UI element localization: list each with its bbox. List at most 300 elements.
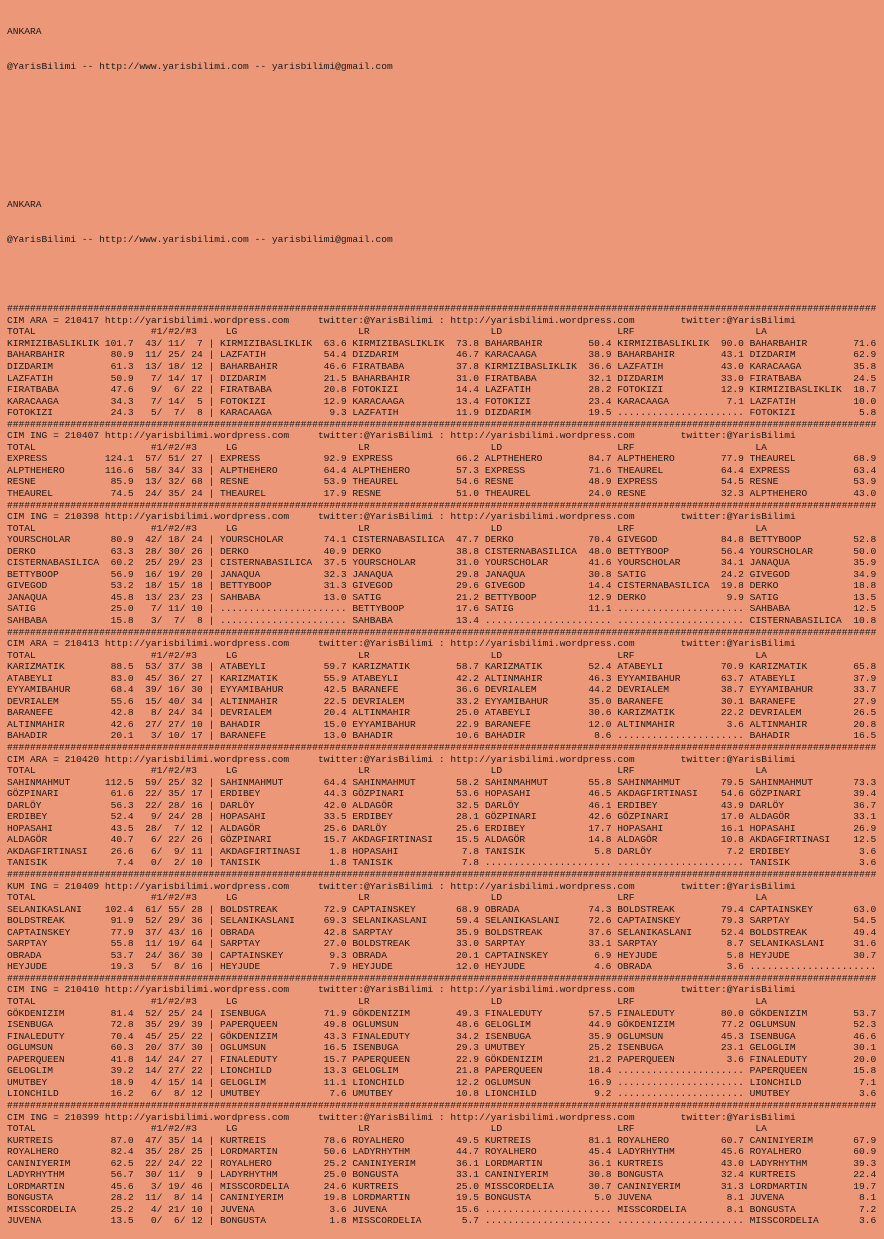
table-row: SARPTAY 55.8 11/ 19/ 64 | SARPTAY 27.0 BOLDSTREAK 33.0 SARPTAY 33.1 SARPTAY 8.7 SELANIKASLANI 31.6 — [7, 938, 877, 950]
place-2-count: 51 — [168, 453, 180, 465]
la-name: SAHBABA — [749, 603, 790, 615]
place-2-count: 19 — [168, 568, 180, 580]
place-2-count: 6 — [173, 384, 180, 396]
lrf-name: EYYAMIBAHUR — [617, 672, 681, 684]
lg-name: BARANEFE — [220, 730, 267, 742]
lg-name: YOURSCHOLAR — [220, 534, 284, 546]
lr-score: 31.0 — [456, 372, 480, 384]
ld-name: CANINIYERIM — [484, 1169, 549, 1181]
lr-name: CAPTAINSKEY — [352, 903, 416, 915]
lrf-score: 24.2 — [720, 568, 744, 580]
la-name: ATABEYLI — [749, 672, 796, 684]
lg-name: DEVRIALEM — [220, 707, 272, 719]
ld-score: 57.5 — [588, 1007, 612, 1019]
total-score: 60.3 — [110, 1042, 134, 1054]
horse-name: YOURSCHOLAR — [7, 534, 71, 546]
place-2-count: 7 — [173, 822, 180, 834]
lr-score: 10.6 — [456, 730, 480, 742]
la-score: 62.9 — [853, 349, 877, 361]
lg-score: 59.7 — [323, 661, 347, 673]
place-2-count: 25 — [168, 1007, 180, 1019]
place-3-count: 9 — [196, 1169, 203, 1181]
lg-score: 55.9 — [323, 672, 347, 684]
la-name: RESNE — [749, 476, 779, 488]
lr-score: 46.7 — [456, 349, 480, 361]
lr-name: DIZDARIM — [352, 349, 399, 361]
place-1-count: 53 — [145, 661, 157, 673]
lrf-name: ALPTHEHERO — [617, 453, 675, 465]
place-3-count: 22 — [191, 1065, 203, 1077]
la-score: 15.8 — [853, 1065, 877, 1077]
place-1-count: 47 — [145, 1134, 157, 1146]
place-2-count: 23 — [168, 591, 180, 603]
lrf-name: BONGUSTA — [617, 1169, 664, 1181]
lrf-name: FOTOKIZI — [617, 384, 664, 396]
lrf-name: BAHARBAHIR — [617, 349, 675, 361]
lr-name: CANINIYERIM — [352, 1157, 416, 1169]
place-1-count: 28 — [145, 822, 157, 834]
place-3-count: 14 — [191, 1134, 203, 1146]
lrf-score: 33.0 — [720, 372, 744, 384]
lg-score: 74.1 — [323, 534, 347, 546]
lrf-score: 22.2 — [720, 707, 744, 719]
lrf-score: 70.9 — [720, 661, 744, 673]
place-1-count: 22 — [145, 788, 157, 800]
lrf-score: 77.2 — [720, 1019, 744, 1031]
lrf-score: 8.1 — [726, 1192, 744, 1204]
ld-score: 74.3 — [588, 903, 612, 915]
lg-score: 1.8 — [329, 845, 347, 857]
ld-name: JANAQUA — [484, 568, 526, 580]
table-row: FIRATBABA 47.6 9/ 6/ 22 | FIRATBABA 20.8 FOTOKIZI 14.4 LAZFATIH 28.2 FOTOKIZI 12.9 KIRMIZIBASLIKLIK 18.7 — [7, 384, 877, 396]
lg-name: DERKO — [220, 545, 249, 557]
la-score: 52.3 — [853, 1019, 877, 1031]
la-score: 63.0 — [853, 903, 877, 915]
place-2-count: 37 — [168, 1042, 180, 1054]
place-1-count: 5 — [150, 961, 157, 973]
horse-name: ROYALHERO — [7, 1146, 59, 1158]
ld-name: FIRATBABA — [484, 372, 537, 384]
lg-score: 53.9 — [323, 476, 347, 488]
race-id: 210398 — [64, 511, 100, 523]
lr-score: 32.5 — [456, 799, 480, 811]
lr-score: 15.6 — [456, 1203, 480, 1215]
lrf-score: 60.7 — [720, 1134, 744, 1146]
lg-name: RESNE — [220, 476, 249, 488]
la-name: BOLDSTREAK — [749, 926, 808, 938]
ld-score: 45.4 — [588, 1146, 612, 1158]
table-row: ALPTHEHERO 116.6 58/ 34/ 33 | ALPTHEHERO 64.4 ALPTHEHERO 57.3 EXPRESS 71.6 THEAUREL 64.4 EXPRESS 63.4 — [7, 464, 877, 476]
column-header — [7, 650, 876, 662]
place-3-count: 10 — [191, 1203, 203, 1215]
ld-score: 23.4 — [588, 395, 612, 407]
header-places: #1/#2/#3 — [150, 522, 197, 534]
lrf-score: 31.3 — [720, 1180, 744, 1192]
lrf-empty: ...................... — [617, 1065, 744, 1077]
lr-score: 68.9 — [456, 903, 480, 915]
lrf-score: 8.1 — [726, 1203, 744, 1215]
ld-score: 14.8 — [588, 834, 612, 846]
table-row: GÖKDENIZIM 81.4 52/ 25/ 24 | ISENBUGA 71.9 GÖKDENIZIM 49.3 FINALEDUTY 57.5 FINALEDUTY 80.0 GÖKDENIZIM 53.7 — [7, 1007, 877, 1019]
header-lg: LG — [225, 649, 238, 661]
table-row: ALTINMAHIR 42.6 27/ 27/ 10 | BAHADIR 15.0 EYYAMIBAHUR 22.9 BARANEFE 12.0 ALTINMAHIR 3.6 ALTINMAHIR 20.8 — [7, 718, 877, 730]
table-row: PAPERQUEEN 41.8 14/ 24/ 27 | FINALEDUTY 15.7 PAPERQUEEN 22.9 GÖKDENIZIM 21.2 PAPERQUEEN 3.6 FINALEDUTY 20.0 — [7, 1053, 877, 1065]
place-2-count: 2 — [173, 857, 180, 869]
place-3-count: 12 — [191, 1088, 203, 1100]
lr-score: 12.0 — [456, 961, 480, 973]
lrf-score: 43.1 — [720, 349, 744, 361]
header-total: TOTAL — [7, 441, 36, 453]
lr-name: BAHADIR — [352, 730, 393, 742]
table-row: ATABEYLI 83.0 45/ 36/ 27 | KARIZMATIK 55.9 ATABEYLI 42.2 ALTINMAHIR 46.3 EYYAMIBAHUR 63.7 ATABEYLI 37.9 — [7, 672, 877, 684]
table-row: GÖZPINARI 61.6 22/ 35/ 17 | ERDIBEY 44.3 GÖZPINARI 53.6 HOPASAHI 46.5 AKDAGFIRTINASI 54.6 GÖZPINARI 39.4 — [7, 788, 877, 800]
site-link: http://yarisbilimi.wordpress.com — [450, 314, 635, 326]
total-score: 43.5 — [110, 822, 134, 834]
lg-name: ALPTHEHERO — [220, 464, 278, 476]
lrf-name: HOPASAHI — [617, 822, 664, 834]
site-link: http://yarisbilimi.wordpress.com — [104, 1111, 290, 1123]
lg-score: 31.3 — [323, 580, 347, 592]
header-lrf: LRF — [617, 522, 635, 534]
header-lr: LR — [358, 1123, 370, 1135]
la-score: 3.6 — [858, 845, 877, 857]
lg-score: 1.8 — [329, 857, 347, 869]
ld-score: 38.9 — [588, 349, 612, 361]
lr-score: 13.4 — [456, 395, 480, 407]
lg-score: 92.9 — [323, 453, 347, 465]
total-score: 19.3 — [110, 961, 134, 973]
ld-score: 84.7 — [588, 453, 612, 465]
table-row: JANAQUA 45.8 13/ 23/ 23 | SAHBABA 13.0 SATIG 21.2 BETTYBOOP 12.9 DERKO 9.9 SATIG 13.5 — [7, 591, 877, 603]
place-2-count: 24 — [168, 707, 180, 719]
twitter-handle: twitter:@YarisBilimi — [317, 1111, 434, 1123]
total-score: 85.9 — [110, 476, 134, 488]
place-3-count: 8 — [196, 614, 203, 626]
table-row: SAHBABA 15.8 3/ 7/ 8 | ...................... SAHBABA 13.4 ...................... ...................... CISTERNABASILICA 10.8 — [7, 614, 877, 626]
lr-score: 48.6 — [456, 1019, 480, 1031]
total-score: 124.1 — [104, 453, 134, 465]
city-title: ANKARA — [7, 26, 42, 38]
lg-score: 27.0 — [323, 938, 347, 950]
place-3-count: 30 — [191, 684, 203, 696]
header-ld: LD — [490, 765, 503, 777]
lg-score: 32.3 — [323, 568, 347, 580]
race-type: CIM ING — [7, 1111, 48, 1123]
place-2-count: 36 — [168, 672, 180, 684]
lg-score: 15.7 — [323, 1053, 347, 1065]
la-name: FIRATBABA — [749, 372, 802, 384]
total-score: 34.3 — [110, 395, 134, 407]
lg-score: 11.1 — [323, 1076, 347, 1088]
total-score: 56.9 — [110, 568, 134, 580]
section-separator — [7, 869, 876, 881]
lr-score: 7.8 — [461, 857, 480, 869]
place-2-count: 6 — [173, 1215, 180, 1227]
total-score: 70.4 — [110, 1030, 134, 1042]
header-lr: LR — [358, 522, 370, 534]
place-2-count: 25 — [168, 349, 180, 361]
ld-name: MISSCORDELIA — [484, 1180, 554, 1192]
place-1-count: 24 — [145, 487, 157, 499]
la-name: MISSCORDELIA — [749, 1215, 819, 1227]
lrf-score: 80.0 — [720, 1007, 744, 1019]
ld-name: BETTYBOOP — [484, 591, 537, 603]
ld-score: 28.2 — [588, 384, 612, 396]
lr-score: 22.9 — [456, 718, 480, 730]
lg-score: 7.9 — [329, 961, 347, 973]
la-score: 46.6 — [853, 1030, 877, 1042]
la-score: 31.6 — [853, 938, 877, 950]
place-2-count: 11 — [168, 337, 180, 349]
twitter-handle: twitter:@YarisBilimi — [317, 880, 434, 892]
horse-name: ISENBUGA — [7, 1019, 54, 1031]
horse-name: ATABEYLI — [7, 672, 54, 684]
header-lr: LR — [358, 892, 370, 904]
total-score: 28.2 — [110, 1192, 134, 1204]
lg-score: 42.0 — [323, 799, 347, 811]
total-score: 81.4 — [110, 1007, 134, 1019]
la-score: 7.1 — [859, 1076, 877, 1088]
table-row: HEYJUDE 19.3 5/ 8/ 16 | HEYJUDE 7.9 HEYJUDE 12.0 HEYJUDE 4.6 OBRADA 3.6 ...................... — [7, 961, 877, 973]
twitter-handle: twitter:@YarisBilimi — [680, 511, 796, 523]
total-score: 77.9 — [110, 926, 134, 938]
lr-name: EXPRESS — [352, 453, 393, 465]
header-places: #1/#2/#3 — [150, 441, 197, 453]
race-id: 210409 — [64, 880, 100, 892]
place-1-count: 0 — [150, 857, 157, 869]
place-1-count: 22 — [145, 1157, 157, 1169]
ld-name: HOPASAHI — [484, 788, 531, 800]
lg-score: 20.4 — [323, 707, 347, 719]
lr-name: FIRATBABA — [352, 360, 405, 372]
separator-line: ####################################################################################################################################################### — [7, 303, 877, 315]
place-2-count: 8 — [173, 1088, 180, 1100]
la-name: LORDMARTIN — [749, 1180, 808, 1192]
lg-score: 64.4 — [323, 776, 347, 788]
lr-name: LORDMARTIN — [352, 1192, 410, 1204]
la-score: 35.8 — [853, 360, 877, 372]
ld-score: 50.4 — [588, 337, 612, 349]
race-id: 210413 — [64, 638, 100, 650]
la-score: 26.5 — [853, 707, 877, 719]
place-1-count: 27 — [145, 718, 157, 730]
lrf-name: DERKO — [617, 591, 647, 603]
place-3-count: 17 — [191, 730, 203, 742]
la-score: 20.0 — [853, 1053, 877, 1065]
horse-name: ALDAGÖR — [7, 834, 48, 846]
lg-name: BONGUSTA — [220, 1215, 267, 1227]
la-score: 12.5 — [853, 834, 877, 846]
table-row: EXPRESS 124.1 57/ 51/ 27 | EXPRESS 92.9 EXPRESS 66.2 ALPTHEHERO 84.7 ALPTHEHERO 77.9 THEAUREL 68.9 — [7, 453, 877, 465]
lrf-name: LADYRHYTHM — [617, 1146, 675, 1158]
horse-name: DEVRIALEM — [7, 695, 59, 707]
horse-name: SAHBABA — [7, 614, 48, 626]
place-1-count: 13 — [145, 360, 157, 372]
place-1-count: 8 — [150, 707, 157, 719]
horse-name: ERDIBEY — [7, 811, 48, 823]
blank-line — [7, 130, 876, 142]
ld-name: UMUTBEY — [484, 1042, 526, 1054]
la-name: ALDAGÖR — [749, 811, 790, 823]
total-score: 18.9 — [110, 1076, 134, 1088]
place-2-count: 24 — [168, 1157, 180, 1169]
table-row: LIONCHILD 16.2 6/ 8/ 12 | UMUTBEY 7.6 UMUTBEY 10.8 LIONCHILD 9.2 ...................... UMUTBEY 3.6 — [7, 1088, 877, 1100]
site-link: http://yarisbilimi.wordpress.com — [104, 511, 290, 523]
table-row: SELANIKASLANI 102.4 61/ 55/ 28 | BOLDSTREAK 72.9 CAPTAINSKEY 68.9 OBRADA 74.3 BOLDSTREAK 79.4 CAPTAINSKEY 63.0 — [7, 903, 877, 915]
ld-score: 44.9 — [588, 1019, 612, 1031]
header-ld: LD — [490, 996, 503, 1008]
header-lr: LR — [358, 649, 370, 661]
horse-name: HOPASAHI — [7, 822, 54, 834]
place-1-count: 45 — [145, 1030, 157, 1042]
site-link: http://yarisbilimi.wordpress.com — [104, 430, 290, 442]
column-header — [7, 892, 876, 904]
place-3-count: 17 — [191, 788, 203, 800]
total-score: 39.2 — [110, 1065, 134, 1077]
lr-score: 28.1 — [456, 811, 480, 823]
lrf-score: 23.1 — [720, 1042, 744, 1054]
place-2-count: 16 — [168, 684, 180, 696]
table-row: BETTYBOOP 56.9 16/ 19/ 20 | JANAQUA 32.3 JANAQUA 29.8 JANAQUA 30.8 SATIG 24.2 GIVEGOD 34.9 — [7, 568, 877, 580]
lrf-score: 7.1 — [726, 395, 744, 407]
place-1-count: 14 — [145, 1065, 157, 1077]
lrf-score: 16.1 — [720, 822, 744, 834]
horse-name: OBRADA — [7, 949, 42, 961]
lrf-score: 79.3 — [720, 915, 744, 927]
section-separator — [7, 742, 876, 754]
lrf-score: 32.3 — [720, 487, 744, 499]
lr-score: 58.2 — [456, 776, 480, 788]
place-3-count: 5 — [196, 395, 203, 407]
contact-line: @YarisBilimi -- http://www.yarisbilimi.com -- yarisbilimi@gmail.com — [7, 60, 393, 72]
lrf-score: 10.8 — [720, 834, 744, 846]
la-score: 3.6 — [859, 1088, 877, 1100]
column-header — [7, 765, 876, 777]
total-score: 112.5 — [104, 776, 134, 788]
lrf-empty: ...................... — [617, 407, 744, 419]
race-type: CIM ARA — [7, 314, 48, 326]
la-score: 12.5 — [853, 603, 877, 615]
table-row: RESNE 85.9 13/ 32/ 68 | RESNE 53.9 THEAUREL 54.6 RESNE 48.9 EXPRESS 54.5 RESNE 53.9 — [7, 476, 877, 488]
place-1-count: 22 — [145, 799, 157, 811]
place-1-count: 42 — [145, 534, 157, 546]
la-name: YOURSCHOLAR — [749, 545, 813, 557]
header-la: LA — [755, 1123, 767, 1135]
lg-name: UMUTBEY — [220, 1088, 261, 1100]
place-1-count: 25 — [145, 557, 157, 569]
table-row: DARLÖY 56.3 22/ 28/ 16 | DARLÖY 42.0 ALDAGÖR 32.5 DARLÖY 46.1 ERDIBEY 43.9 DARLÖY 36.7 — [7, 799, 877, 811]
la-score: 13.5 — [853, 591, 877, 603]
ld-empty: ...................... — [484, 1215, 612, 1227]
header-lrf: LRF — [617, 441, 635, 453]
lrf-name: ISENBUGA — [617, 1042, 664, 1054]
lr-name: SAHBABA — [352, 614, 393, 626]
table-row: EYYAMIBAHUR 68.4 39/ 16/ 30 | EYYAMIBAHUR 42.5 BARANEFE 36.6 DEVRIALEM 44.2 DEVRIALEM 38.7 EYYAMIBAHUR 33.7 — [7, 684, 877, 696]
total-score: 61.6 — [110, 788, 134, 800]
ld-name: DIZDARIM — [484, 407, 531, 419]
lr-name: ALTINMAHIR — [352, 707, 410, 719]
table-row: ALDAGÖR 40.7 6/ 22/ 26 | GÖZPINARI 15.7 AKDAGFIRTINASI 15.5 ALDAGÖR 14.8 ALDAGÖR 10.8 AKDAGFIRTINASI 12.5 — [7, 834, 877, 846]
lr-name: ATABEYLI — [352, 672, 399, 684]
total-score: 91.9 — [110, 915, 134, 927]
lg-name: JUVENA — [220, 1203, 255, 1215]
lrf-name: MISSCORDELIA — [617, 1203, 687, 1215]
place-3-count: 22 — [191, 384, 203, 396]
total-score: 20.1 — [110, 730, 134, 742]
separator-line: ####################################################################################################################################################### — [7, 972, 877, 984]
place-3-count: 25 — [191, 1146, 203, 1158]
lr-name: ROYALHERO — [352, 1134, 405, 1146]
la-name: TANISIK — [749, 857, 790, 869]
site-link: http://yarisbilimi.wordpress.com — [450, 511, 635, 523]
ld-name: YOURSCHOLAR — [484, 557, 549, 569]
place-3-count: 10 — [191, 718, 203, 730]
lr-score: 15.5 — [456, 834, 480, 846]
la-name: KARIZMATIK — [749, 661, 808, 673]
lrf-score: 54.5 — [720, 476, 744, 488]
place-3-count: 14 — [191, 1076, 203, 1088]
lr-score: 17.6 — [456, 603, 480, 615]
la-score: 63.4 — [853, 464, 877, 476]
header-lrf: LRF — [617, 326, 635, 338]
horse-name: DARLÖY — [7, 799, 42, 811]
city-title: ANKARA — [7, 199, 42, 211]
place-2-count: 15 — [168, 1076, 180, 1088]
ld-name: DERKO — [484, 534, 514, 546]
lr-score: 10.8 — [456, 1088, 480, 1100]
header-ld: LD — [490, 1123, 503, 1135]
lg-name: KARIZMATIK — [220, 672, 278, 684]
lr-score: 25.0 — [456, 1180, 480, 1192]
twitter-handle: twitter:@YarisBilimi — [680, 430, 796, 442]
place-1-count: 9 — [150, 384, 157, 396]
ld-score: 36.1 — [588, 1157, 612, 1169]
horse-name: PAPERQUEEN — [7, 1053, 65, 1065]
header-lrf: LRF — [617, 765, 635, 777]
ld-name: KARACAAGA — [484, 349, 537, 361]
place-1-count: 57 — [145, 453, 157, 465]
place-2-count: 40 — [168, 695, 180, 707]
la-score: 39.4 — [853, 788, 877, 800]
la-name: BONGUSTA — [749, 1203, 796, 1215]
lr-score: 49.5 — [456, 1134, 480, 1146]
horse-name: ALPTHEHERO — [7, 464, 65, 476]
place-1-count: 35 — [145, 1146, 157, 1158]
lg-name: THEAUREL — [220, 487, 267, 499]
table-row: KARACAAGA 34.3 7/ 14/ 5 | FOTOKIZI 12.9 KARACAAGA 13.4 FOTOKIZI 23.4 KARACAAGA 7.1 LAZFATIH 10.0 — [7, 395, 877, 407]
lr-score: 59.4 — [456, 915, 480, 927]
lrf-score: 84.8 — [720, 534, 744, 546]
place-2-count: 14 — [168, 395, 180, 407]
la-name: GELOGLIM — [749, 1042, 796, 1054]
ld-name: KIRMIZIBASLIKLIK — [484, 360, 577, 372]
table-row: BAHARBAHIR 80.9 11/ 25/ 24 | LAZFATIH 54.4 DIZDARIM 46.7 KARACAAGA 38.9 BAHARBAHIR 43.1 DIZDARIM 62.9 — [7, 349, 877, 361]
lrf-name: AKDAGFIRTINASI — [617, 788, 698, 800]
ld-score: 55.8 — [588, 776, 612, 788]
ld-score: 16.9 — [588, 1076, 612, 1088]
place-1-count: 52 — [145, 915, 157, 927]
twitter-handle: twitter:@YarisBilimi — [317, 984, 434, 996]
lr-score: 47.7 — [456, 534, 480, 546]
ld-empty: ...................... — [484, 857, 612, 869]
lg-name: BETTYBOOP — [220, 580, 272, 592]
total-score: 45.6 — [110, 1180, 134, 1192]
lg-name: DARLÖY — [220, 799, 255, 811]
la-name: ISENBUGA — [749, 1030, 796, 1042]
lg-name: BAHARBAHIR — [220, 360, 278, 372]
total-score: 13.5 — [110, 1215, 134, 1227]
place-1-count: 37 — [145, 926, 157, 938]
